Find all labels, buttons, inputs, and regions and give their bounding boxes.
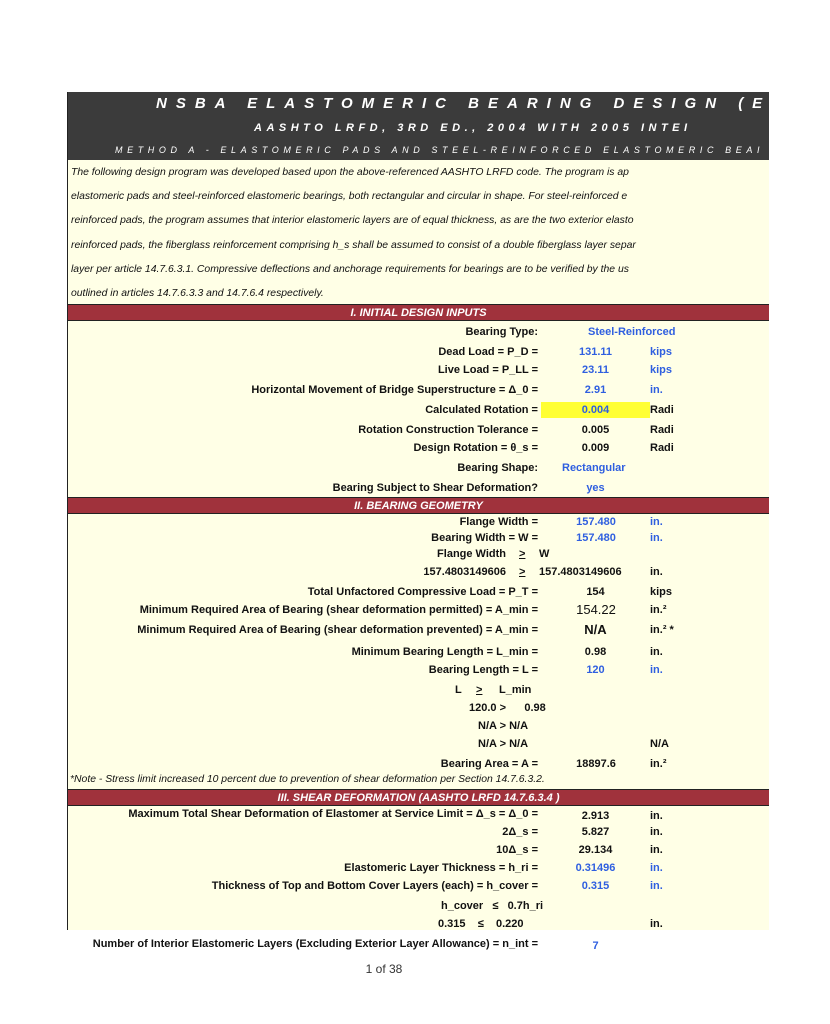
intro-line: The following design program was developed based upon the above-referenced AASHTO LRFD code. The program is ap	[71, 167, 629, 178]
flange-width-unit: in.	[650, 516, 663, 528]
max-shear-deformation-value: 2.913	[581, 810, 610, 822]
flange-check-value-operator: >	[519, 566, 526, 578]
max-shear-deformation-unit: in.	[650, 810, 663, 822]
intro-line: layer per article 14.7.6.3.1. Compressive deflections and anchorage requirements for bearings are to be verified by the us	[71, 263, 629, 275]
bearing-area-label: Bearing Area = A =	[440, 758, 538, 770]
design-rotation-unit: Radi	[650, 442, 674, 454]
calculated-rotation-label: Calculated Rotation =	[425, 404, 538, 416]
na-check-2: N/A > N/A	[478, 738, 529, 750]
method-heading: METHOD A - ELASTOMERIC PADS AND STEEL-REINFORCED ELASTOMERIC BEAI	[68, 140, 769, 160]
live-load-unit: kips	[650, 364, 673, 376]
bearing-length-label: Bearing Length = L =	[428, 664, 538, 676]
intro-line: elastomeric pads and steel-reinforced elastomeric bearings, both rectangular and circular in shape. For steel-reinforced e	[71, 191, 628, 203]
flange-check-right-value: 157.4803149606	[539, 566, 622, 578]
dead-load-label: Dead Load = P_D =	[438, 346, 538, 358]
horizontal-movement-label: Horizontal Movement of Bridge Superstructure = Δ_0 =	[251, 384, 538, 396]
section-shear-deformation: III. SHEAR DEFORMATION (AASHTO LRFD 14.7.6.3.4 )	[68, 789, 769, 806]
amin-prevented-unit: in.² *	[650, 624, 674, 636]
two-delta-unit: in.	[650, 826, 663, 838]
spreadsheet-sheet	[67, 92, 830, 952]
bearing-length-value[interactable]: 120	[586, 664, 605, 676]
flange-width-label: Flange Width =	[459, 516, 538, 528]
intro-line: outlined in articles 14.7.6.3.3 and 14.7.6.4 respectively.	[71, 287, 324, 299]
rotation-tolerance-value: 0.005	[581, 424, 610, 436]
dead-load-value[interactable]: 131.11	[578, 346, 613, 358]
rotation-tolerance-label: Rotation Construction Tolerance =	[358, 424, 538, 436]
cover-thickness-label: Thickness of Top and Bottom Cover Layers (each) = h_cover =	[211, 880, 538, 892]
length-check-left: L	[455, 684, 462, 696]
flange-width-value[interactable]: 157.480	[576, 516, 616, 528]
cover-thickness-value[interactable]: 0.315	[581, 880, 610, 892]
flange-check-operator: >	[519, 548, 526, 560]
amin-prevented-label: Minimum Required Area of Bearing (shear deformation prevented) = A_min =	[137, 624, 538, 636]
intro-paragraph	[68, 161, 769, 306]
cover-check: h_cover ≤ 0.7h_ri	[441, 900, 544, 912]
na-check-unit: N/A	[650, 738, 669, 750]
length-check-right: L_min	[499, 684, 532, 696]
flange-check-right: W	[539, 548, 550, 560]
calculated-rotation-unit: Radi	[650, 404, 674, 416]
cover-thickness-unit: in.	[650, 880, 663, 892]
bearing-width-unit: in.	[650, 532, 663, 544]
bearing-area-unit: in.²	[650, 758, 667, 770]
amin-prevented-value: N/A	[584, 622, 607, 637]
horizontal-movement-value[interactable]: 2.91	[584, 384, 607, 396]
layer-thickness-value[interactable]: 0.31496	[575, 862, 616, 874]
ten-delta-label: 10Δ_s =	[496, 844, 538, 856]
live-load-label: Live Load = P_LL =	[437, 364, 538, 376]
design-rotation-label: Design Rotation = θ_s =	[413, 442, 538, 454]
min-length-unit: in.	[650, 646, 663, 658]
section-bearing-geometry: II. BEARING GEOMETRY	[68, 497, 769, 514]
cover-check-values: 0.315 ≤ 0.220	[438, 918, 524, 930]
bearing-shape-value[interactable]: Rectangular	[562, 462, 626, 474]
length-check-values: 120.0 > 0.98	[469, 702, 546, 714]
total-load-unit: kips	[650, 586, 673, 598]
interior-layers-value[interactable]: 7	[592, 940, 599, 952]
rotation-tolerance-unit: Radi	[650, 424, 674, 436]
calculated-rotation-value[interactable]: 0.004	[541, 402, 650, 418]
intro-line: reinforced pads, the fiberglass reinforcement comprising h_s shall be assumed to consist of a double fiberglass layer separ	[71, 239, 636, 251]
min-length-label: Minimum Bearing Length = L_min =	[351, 646, 538, 658]
page-number: 1 of 38	[365, 962, 403, 976]
dead-load-unit: kips	[650, 346, 673, 358]
live-load-value[interactable]: 23.11	[582, 364, 609, 376]
layer-thickness-unit: in.	[650, 862, 663, 874]
sheet-title: NSBA ELASTOMERIC BEARING DESIGN (ENGL	[68, 92, 769, 116]
design-rotation-value: 0.009	[581, 442, 610, 454]
na-check-1: N/A > N/A	[478, 720, 529, 732]
intro-line: reinforced pads, the program assumes that interior elastomeric layers are of equal thickness, as are the two exterior elasto	[71, 215, 634, 227]
layer-thickness-label: Elastomeric Layer Thickness = h_ri =	[344, 862, 538, 874]
bearing-width-value[interactable]: 157.480	[576, 532, 616, 544]
flange-check-left-value: 157.4803149606	[423, 566, 506, 578]
flange-check-left: Flange Width	[437, 548, 506, 560]
horizontal-movement-unit: in.	[650, 384, 663, 396]
shear-deformation-question-label: Bearing Subject to Shear Deformation?	[332, 482, 538, 494]
section-initial-design-inputs: I. INITIAL DESIGN INPUTS	[68, 304, 769, 321]
two-delta-value: 5.827	[581, 826, 610, 838]
amin-permitted-unit: in.²	[650, 604, 667, 616]
length-check-operator: >	[476, 684, 483, 696]
min-length-value: 0.98	[584, 646, 607, 658]
bearing-area-value: 18897.6	[576, 758, 616, 770]
sheet-subtitle: AASHTO LRFD, 3RD ED., 2004 WITH 2005 INTEI	[68, 116, 769, 140]
shear-deformation-value[interactable]: yes	[586, 482, 605, 494]
amin-permitted-value: 154.22	[576, 602, 616, 617]
interior-layers-label: Number of Interior Elastomeric Layers (Excluding Exterior Layer Allowance) = n_int =	[92, 938, 538, 950]
two-delta-label: 2Δ_s =	[502, 826, 538, 838]
total-load-label: Total Unfactored Compressive Load = P_T =	[307, 586, 538, 598]
amin-permitted-label: Minimum Required Area of Bearing (shear deformation permitted) = A_min =	[139, 604, 538, 616]
bearing-shape-label: Bearing Shape:	[457, 462, 538, 474]
bearing-width-label: Bearing Width = W =	[431, 532, 538, 544]
stress-note: *Note - Stress limit increased 10 percent due to prevention of shear deformation per Section 14.7.6.3.2.	[70, 774, 545, 785]
ten-delta-unit: in.	[650, 844, 663, 856]
flange-check-unit: in.	[650, 566, 663, 578]
ten-delta-value: 29.134	[578, 844, 613, 856]
bearing-type-value[interactable]: Steel-Reinforced	[588, 326, 676, 338]
max-shear-deformation-label: Maximum Total Shear Deformation of Elastomer at Service Limit = Δ_s = Δ_0 =	[128, 808, 538, 820]
bearing-length-unit: in.	[650, 664, 663, 676]
total-load-value: 154	[586, 586, 605, 598]
bearing-type-label: Bearing Type:	[465, 326, 538, 338]
cover-check-unit: in.	[650, 918, 663, 930]
